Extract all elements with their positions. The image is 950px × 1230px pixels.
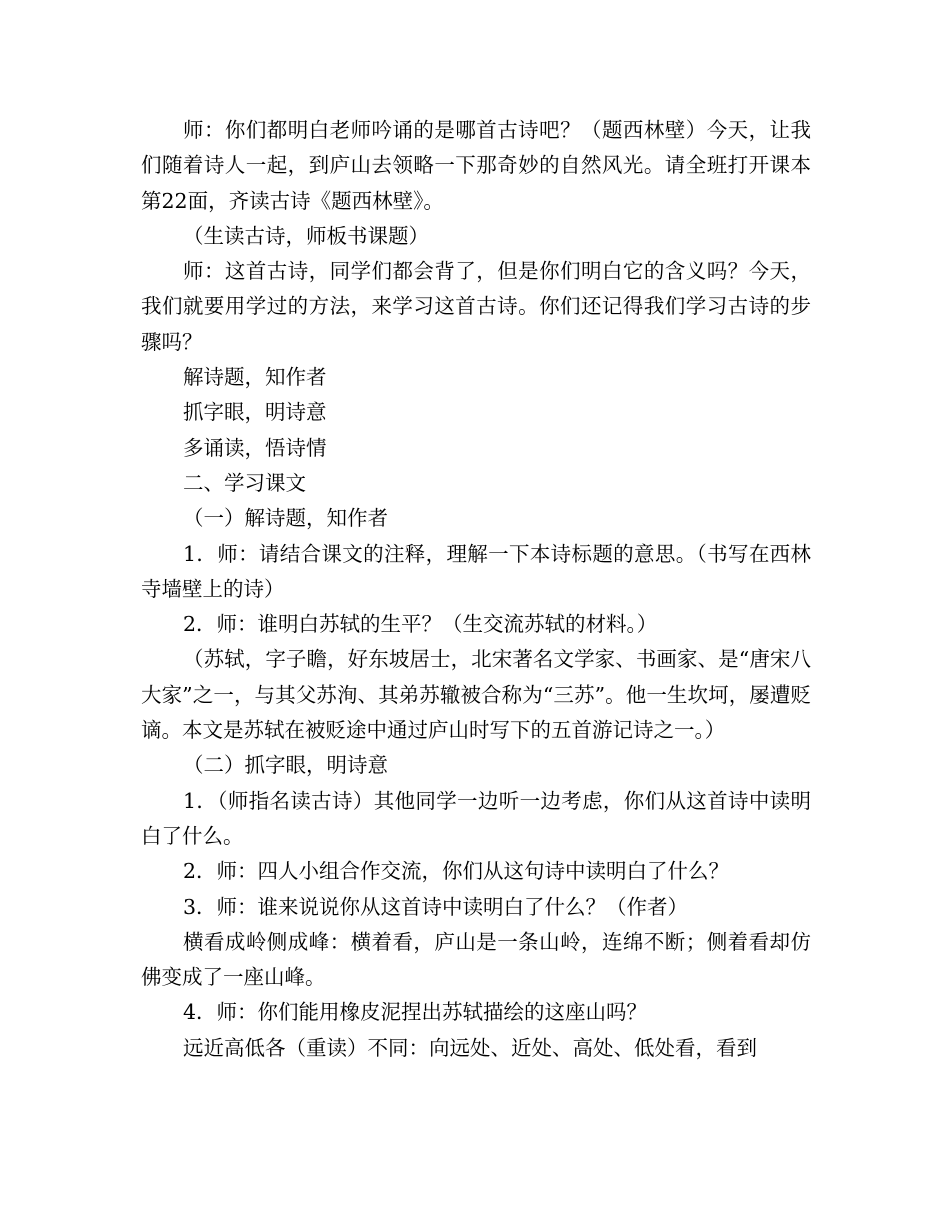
subsection-heading: （二）抓字眼，明诗意 <box>183 753 388 778</box>
paragraph-poem-line-explanation: 远近高低各（重读）不同：向远处、近处、高处、低处看，看到 <box>183 1035 757 1060</box>
list-item: 1．师：请结合课文的注释，理解一下本诗标题的意思。（书写在西林寺墙壁上的诗） <box>141 541 811 601</box>
subsection-heading: （一）解诗题，知作者 <box>183 506 388 531</box>
step-item: 解诗题，知作者 <box>183 365 327 390</box>
document-body <box>141 113 811 1066</box>
paragraph-biography: （苏轼，字子瞻，好东坡居士，北宋著名文学家、书画家、是“唐宋八大家”之一，与其父苏洵、其弟苏辙被合称为“三苏”。他一生坎坷，屡遭贬谪。本文是苏轼在被贬途中通过庐山时写下的五首游记诗之一。） <box>141 647 811 743</box>
list-item: 2．师：谁明白苏轼的生平？（生交流苏轼的材料。） <box>183 612 658 637</box>
paragraph-poem-line-explanation: 横看成岭侧成峰：横着看，庐山是一条山岭，连绵不断；侧着看却仿佛变成了一座山峰。 <box>141 929 811 990</box>
list-item: 3．师：谁来说说你从这首诗中读明白了什么？（作者） <box>183 894 689 919</box>
paragraph-teacher-question: 师：这首古诗，同学们都会背了，但是你们明白它的含义吗？今天，我们就要用学过的方法，来学习这首古诗。你们还记得我们学习古诗的步骤吗？ <box>141 259 811 354</box>
list-item: 1．（师指名读古诗）其他同学一边听一边考虑，你们从这首诗中读明白了什么。 <box>141 788 811 848</box>
list-item: 4．师：你们能用橡皮泥捏出苏轼描绘的这座山吗？ <box>183 1000 648 1025</box>
paragraph-intro: 师：你们都明白老师吟诵的是哪首古诗吧？（题西林壁）今天，让我们随着诗人一起，到庐山去领略一下那奇妙的自然风光。请全班打开课本第22面，齐读古诗《题西林壁》。 <box>141 118 811 213</box>
list-item: 2．师：四人小组合作交流，你们从这句诗中读明白了什么？ <box>183 859 730 884</box>
paragraph-reading-note: （生读古诗，师板书课题） <box>183 223 429 248</box>
step-item: 抓字眼，明诗意 <box>183 400 327 425</box>
step-item: 多诵读，悟诗情 <box>183 435 327 460</box>
section-heading: 二、学习课文 <box>183 470 306 495</box>
